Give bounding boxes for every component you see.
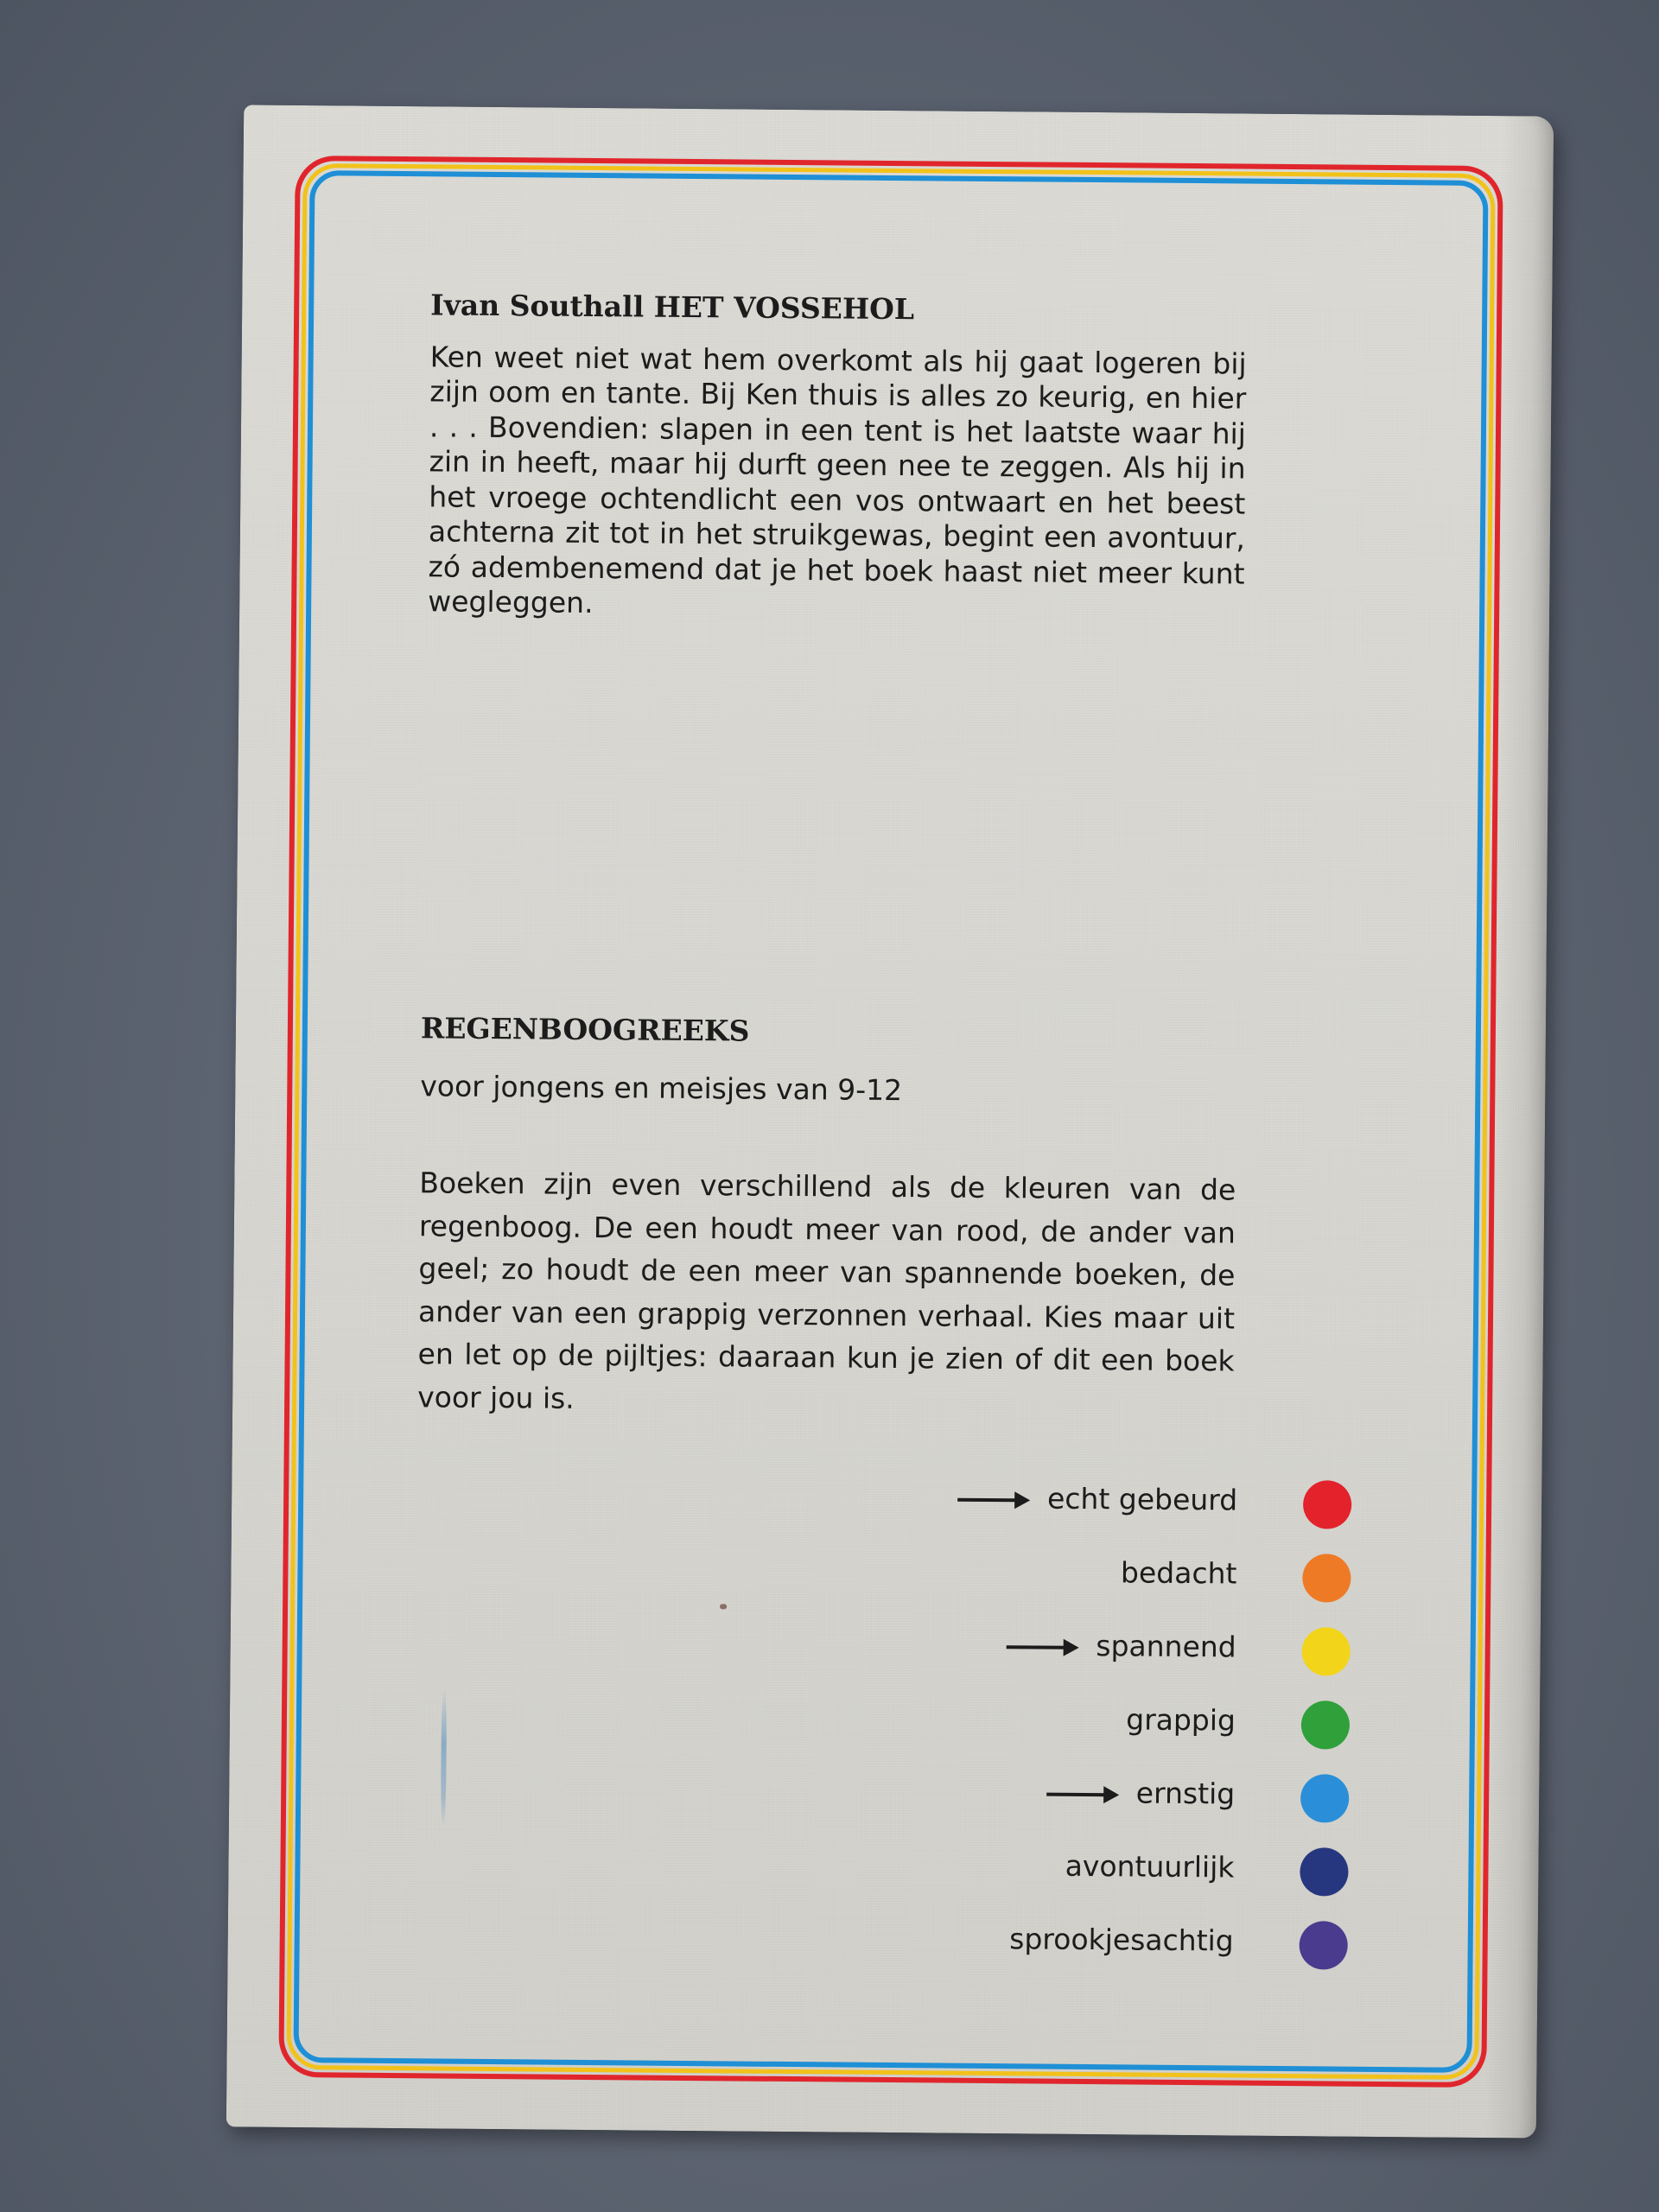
legend-label: echt gebeurd xyxy=(1046,1481,1238,1517)
book-back-cover xyxy=(226,105,1554,2138)
blurb-title: Ivan Southall HET VOSSEHOL xyxy=(430,288,915,327)
legend-row xyxy=(229,1761,1539,1824)
legend-color-dot xyxy=(1301,1700,1350,1749)
series-text: Boeken zijn even verschillend als de kleuren van de regenboog. De een houdt meer van rood, de ander van geel; zo houdt de een meer van spannende boeken, de ander van een grappig verzonnen verhaal. Kies maar uit en let op de pijltjes: daaraan kun je zien of dit een boek voor jou is. xyxy=(417,1166,1236,1415)
color-legend xyxy=(226,105,1554,2138)
blurb-text: Ken weet niet wat hem overkomt als hij gaat logeren bij zijn oom en tante. Bij Ken thuis is alles zo keurig, en hier . . . Bovendien: slapen in een tent is het laatste waar hij zin in heeft, maar hij durft geen nee te zeggen. Als hij in het vroege ochtendlicht een vos ontwaart en het beest achterna zit tot in het struikgewas, begint een avontuur, zó adembenemend dat je het boek haast niet meer kunt wegleggen. xyxy=(428,339,1247,620)
legend-row xyxy=(230,1614,1540,1677)
legend-color-dot xyxy=(1302,1554,1351,1602)
legend-color-dot xyxy=(1301,1627,1350,1675)
legend-row xyxy=(231,1541,1541,1604)
legend-label: grappig xyxy=(1126,1702,1236,1738)
series-subtitle: voor jongens en meisjes van 9-12 xyxy=(420,1069,903,1108)
legend-label: bedacht xyxy=(1120,1555,1237,1591)
legend-row xyxy=(228,1908,1538,1971)
legend-color-dot xyxy=(1299,1921,1347,1969)
legend-color-dot xyxy=(1300,1774,1349,1822)
arrow-right-icon xyxy=(1046,1793,1107,1797)
legend-color-dot xyxy=(1303,1480,1351,1529)
legend-label: spannend xyxy=(1096,1629,1236,1664)
stain-mark xyxy=(720,1604,727,1609)
legend-row xyxy=(230,1688,1540,1751)
legend-row xyxy=(228,1834,1538,1897)
legend-row xyxy=(232,1467,1541,1530)
legend-label: avontuurlijk xyxy=(1065,1848,1235,1885)
legend-label: sprookjesachtig xyxy=(1009,1922,1234,1958)
legend-color-dot xyxy=(1300,1847,1348,1896)
legend-label: ernstig xyxy=(1135,1776,1236,1811)
arrow-right-icon xyxy=(957,1498,1018,1503)
arrow-right-icon xyxy=(1006,1645,1066,1649)
series-title: REGENBOOGREEKS xyxy=(420,1011,750,1048)
